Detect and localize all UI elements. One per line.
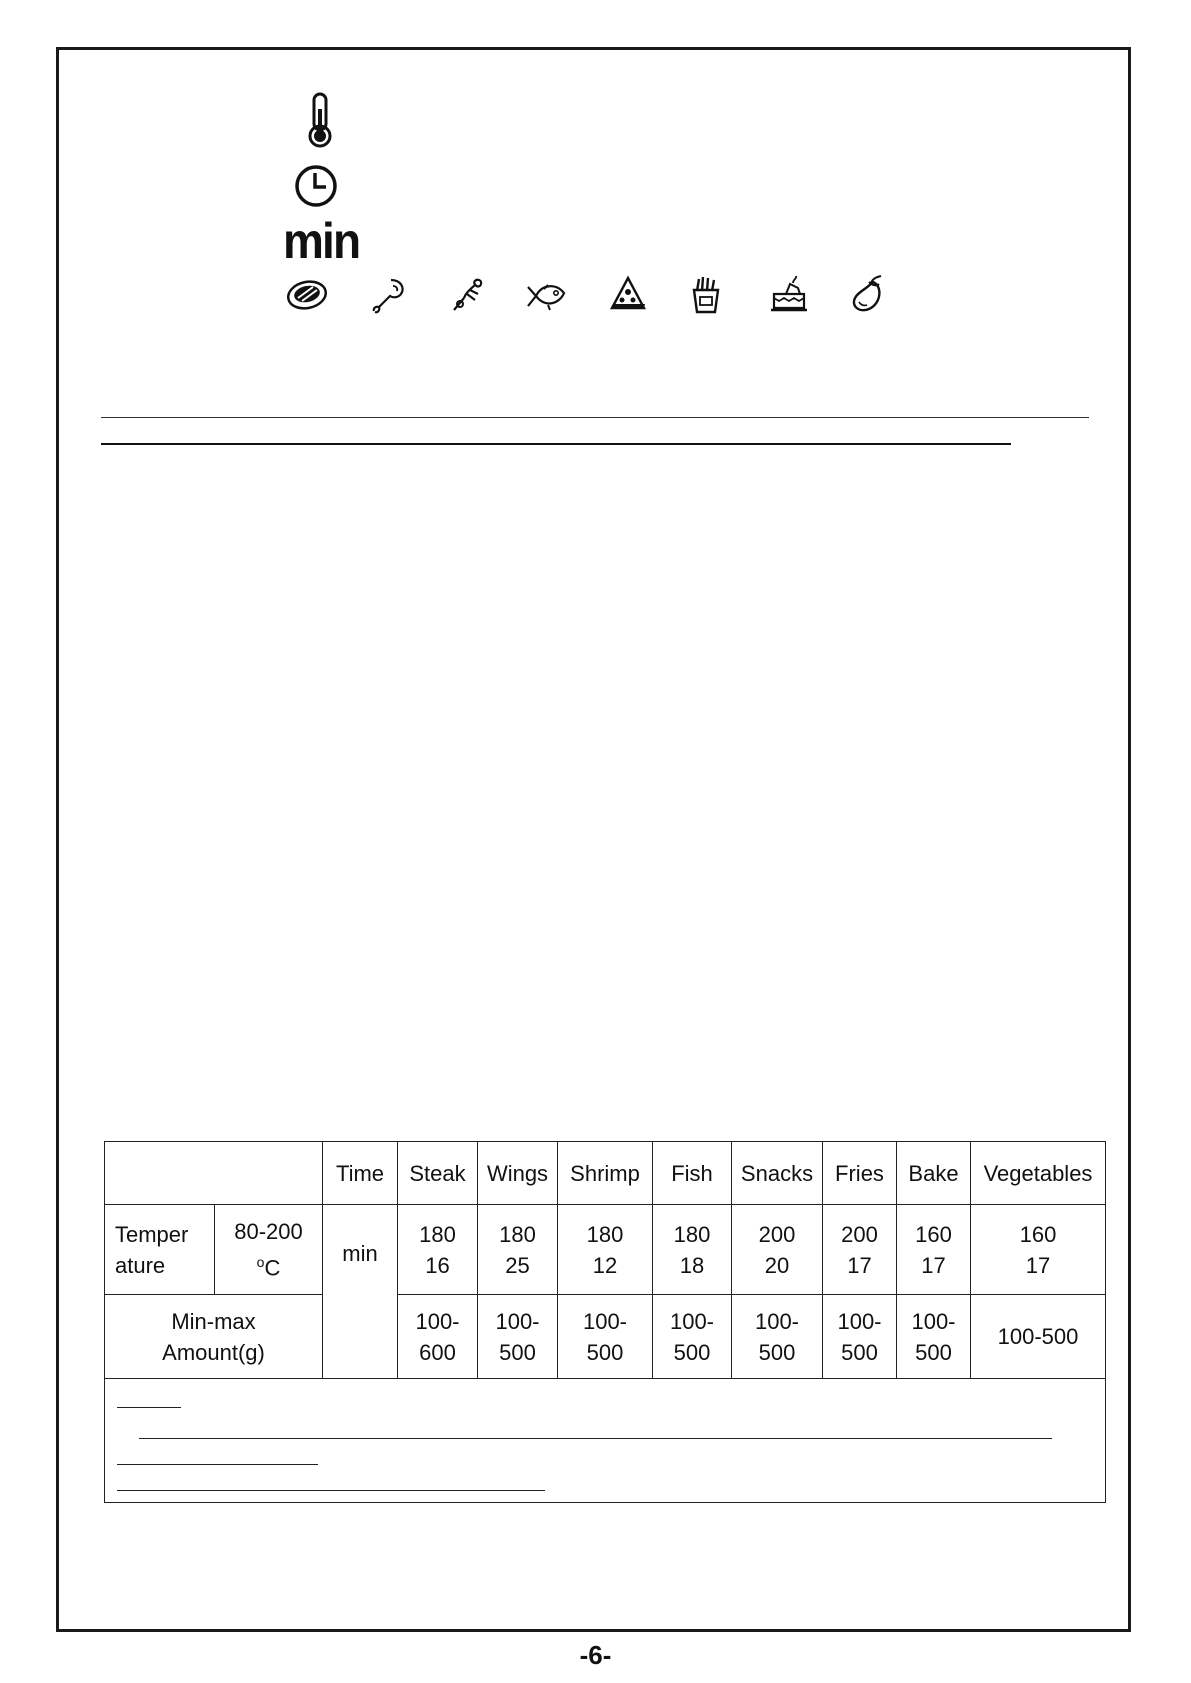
vegetables-header: Vegetables [971, 1142, 1106, 1205]
amount-label-cell [105, 1295, 323, 1379]
fries-values: 200 17 [823, 1205, 897, 1295]
temperature-unit: $^o$C [256, 1253, 281, 1281]
wings-amount: 100- 500 [478, 1295, 558, 1379]
amount-label-line: Amount(g) [162, 1339, 265, 1365]
notes-cell [105, 1379, 1106, 1503]
table-row [105, 1379, 1106, 1503]
note-line [139, 1438, 1052, 1439]
time-header: Time [323, 1142, 398, 1205]
time-unit-cell [323, 1205, 398, 1379]
page-number: -6- [579, 1640, 612, 1670]
steak-icon [285, 278, 329, 312]
fish-header: Fish [653, 1142, 732, 1205]
bake-icon [768, 274, 810, 314]
shrimp-header: Shrimp [558, 1142, 653, 1205]
fries-amount: 100- 500 [823, 1295, 897, 1379]
shrimp-values: 180 12 [558, 1205, 653, 1295]
wings-header: Wings [478, 1142, 558, 1205]
empty-header-cell [105, 1142, 323, 1205]
table-row [105, 1295, 1106, 1379]
shrimp-icon [446, 276, 486, 314]
vegetables-amount: 100-500 [971, 1295, 1106, 1379]
bake-amount: 100- 500 [897, 1295, 971, 1379]
steak-header: Steak [398, 1142, 478, 1205]
temperature-label-line: ature [115, 1252, 166, 1278]
fries-header: Fries [823, 1142, 897, 1205]
snacks-values: 200 20 [732, 1205, 823, 1295]
temperature-label-line: Temper [115, 1221, 189, 1247]
bake-values: 160 17 [897, 1205, 971, 1295]
steak-amount: 100- 600 [398, 1295, 478, 1379]
thermometer-icon [303, 91, 337, 149]
snacks-header: Snacks [732, 1142, 823, 1205]
note-line [117, 1464, 318, 1465]
fish-amount: 100- 500 [653, 1295, 732, 1379]
fries-icon [689, 275, 723, 315]
note-line [117, 1490, 545, 1491]
time-unit: min [342, 1241, 378, 1266]
cooking-program-table [104, 1141, 1106, 1503]
shrimp-amount: 100- 500 [558, 1295, 653, 1379]
temperature-range-cell [215, 1205, 323, 1295]
wings-values: 180 25 [478, 1205, 558, 1295]
steak-values: 180 16 [398, 1205, 478, 1295]
amount-label-line: Min-max [171, 1308, 256, 1334]
clock-icon [293, 163, 339, 209]
snacks-amount: 100- 500 [732, 1295, 823, 1379]
table-row [105, 1205, 1106, 1295]
note-line [117, 1407, 181, 1408]
divider-line [101, 443, 1011, 445]
table-row [105, 1142, 1106, 1205]
temperature-label-cell [105, 1205, 215, 1295]
fish-values: 180 18 [653, 1205, 732, 1295]
divider-line [101, 417, 1089, 418]
fish-icon [524, 279, 568, 313]
bake-header: Bake [897, 1142, 971, 1205]
temperature-range: 80-200 [234, 1218, 303, 1244]
snacks-icon [608, 274, 648, 312]
vegetables-icon [849, 274, 887, 314]
wings-icon [367, 276, 407, 314]
vegetables-values: 160 17 [971, 1205, 1106, 1295]
min-label: min [283, 213, 360, 269]
